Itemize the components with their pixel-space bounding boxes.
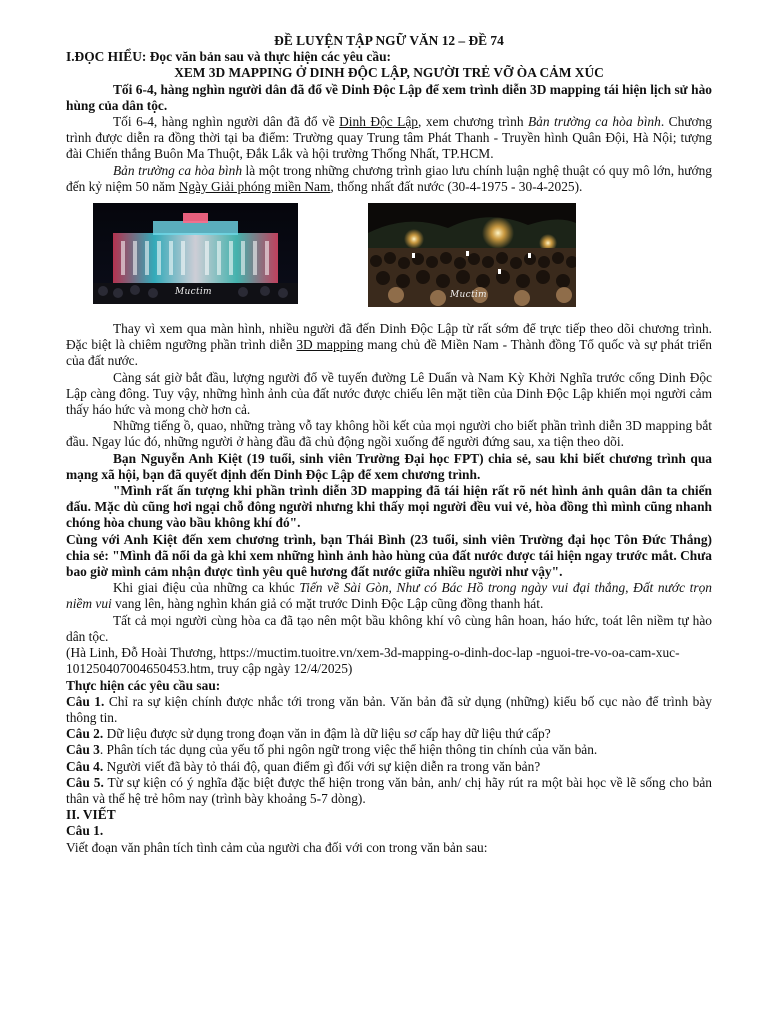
link-dinh-doc-lap[interactable]: Dinh Độc Lập — [339, 114, 418, 130]
question-2 — [66, 726, 712, 742]
question-5 — [66, 775, 712, 807]
question-3-label: Câu 3 — [66, 742, 100, 758]
article-images — [66, 203, 712, 311]
question-5-label: Câu 5. — [66, 774, 104, 790]
photo-3d-mapping-palace — [93, 203, 298, 304]
question-4-text: Người viết đã bày tỏ thái độ, quan điểm gì đối với sự kiện diễn ra trong văn bản? — [103, 758, 541, 774]
question-4 — [66, 759, 712, 775]
article-paragraph-7: "Mình rất ấn tượng khi phần trình diễn 3D mapping đã tái hiện rất rõ nét hình ảnh quân dân ta chiến đấu. Mặc dù cũng hơi ngại chỗ đông người nhưng khi thấy mọi người đều vui vẻ, hòa đồng thì mình cũng nhanh chóng hòa chung vào bầu không khí đó". — [66, 483, 712, 531]
article-title: XEM 3D MAPPING Ở DINH ĐỘC LẬP, NGƯỜI TRẺ VỠ ÒA CẢM XÚC — [174, 65, 604, 81]
section1-label: I.ĐỌC HIỂU: — [66, 49, 147, 65]
p9-song-names: Tiến về Sài Gòn, Như có Bác Hồ trong ngày vui đại thắng — [299, 580, 626, 596]
article-paragraph-10: Tất cả mọi người cùng hòa ca đã tạo nên một bầu không khí vô cùng hân hoan, háo hức, toát lên niềm tự hào dân tộc. — [66, 612, 712, 644]
p2-text-a: là một trong những chương trình giao lưu chính luận nghệ thuật có quy mô lớn, hướng đến kỷ niệm 50 năm — [66, 162, 712, 194]
article-paragraph-4: Càng sát giờ bắt đầu, lượng người đổ về tuyến đường Lê Duẩn và Nam Kỳ Khởi Nghĩa trước cổng Dinh Độc Lập càng đông. Tuy vậy, những hình ảnh của đất nước được chiếu lên mặt tiền của Dinh Độc Lập khiến mọi người cảm thấy háo hức và mong chờ hơn cả. — [66, 369, 712, 418]
question-1 — [66, 694, 712, 726]
p1-text-c: . Chương trình được diễn ra đồng thời tại ba điểm: Trường quay Trung tâm Phát Thanh - Truyền hình Quân Đội, Hà Nội; tượng đài Chiến thắng Buôn Ma Thuột, Đắk Lắk và hội trường Thống Nhất, TP.HCM. — [66, 114, 712, 162]
p9-text-b: , — [625, 580, 634, 596]
article-paragraph-6: Bạn Nguyễn Anh Kiệt (19 tuổi, sinh viên Trường Đại học FPT) chia sẻ, sau khi biết chương trình qua mạng xã hội, bạn đã quyết định đến Dinh Độc Lập để xem chương trình. — [66, 450, 712, 482]
p2-program-name: Bản trường ca hòa bình — [113, 162, 243, 178]
question-5-text: Từ sự kiện có ý nghĩa đặc biệt được thể hiện trong văn bản, anh/ chị hãy rút ra một bài học về lẽ sống cho bản thân và thế hệ trẻ hôm nay (trình bày khoảng 5-7 dòng). — [66, 774, 712, 806]
question-3 — [66, 742, 712, 758]
article-paragraph-5: Những tiếng ồ, quao, những tràng vỗ tay không hồi kết của mọi người cho biết phần trình diễn 3D mapping bắt đầu. Ngay lúc đó, những người ở hàng đầu đã chủ động ngồi xuống để người đứng sau, xa tiện theo dõi. — [66, 418, 712, 450]
writing-question-1-text: Viết đoạn văn phân tích tình cảm của người cha đối với con trong văn bản sau: — [66, 839, 488, 855]
article-paragraph-9 — [66, 580, 712, 612]
p1-text-b: , xem chương trình — [418, 114, 528, 130]
p2-text-b: , thống nhất đất nước (30-4-1975 - 30-4-2025). — [330, 178, 583, 194]
p1-program-name: Bản trường ca hòa bình — [528, 114, 661, 130]
question-3-text: . Phân tích tác dụng của yếu tố phi ngôn ngữ trong việc thể hiện thông tin chính của văn bản. — [99, 742, 598, 758]
section1-instruction: Đọc văn bản sau và thực hiện các yêu cầu: — [146, 49, 391, 65]
writing-question-1-label: Câu 1. — [66, 823, 104, 839]
question-4-label: Câu 4. — [66, 758, 104, 774]
article-lead: Tối 6-4, hàng nghìn người dân đã đổ về Dinh Độc Lập để xem trình diễn 3D mapping tái hiện lịch sử hào hùng của dân tộc. — [66, 81, 712, 113]
link-ngay-giai-phong[interactable]: Ngày Giải phóng miền Nam — [178, 178, 331, 194]
link-3d-mapping[interactable]: 3D mapping — [296, 337, 364, 353]
p9-text-a: Khi giai điệu của những ca khúc — [113, 580, 300, 596]
question-1-text: Chỉ ra sự kiện chính được nhắc tới trong văn bản. Văn bản đã sử dụng (những) kiểu bố cục nào để trình bày thông tin. — [66, 693, 712, 725]
photo-watermark: Muctim — [450, 289, 487, 300]
p1-text-a: Tối 6-4, hàng nghìn người dân đã đổ về — [113, 114, 340, 130]
question-1-label: Câu 1. — [66, 693, 105, 709]
photo-watermark: Muctim — [175, 286, 212, 297]
p3-text-b: mang chủ đề Miền Nam - Thành đồng Tổ quốc và sự phát triển của đất nước. — [66, 337, 713, 369]
article-source: (Hà Linh, Đỗ Hoài Thương, https://muctim.tuoitre.vn/xem-3d-mapping-o-dinh-doc-lap -nguoi-tre-vo-oa-cam-xuc-101250407004650453.htm, truy cập ngày 12/4/2025) — [66, 645, 680, 677]
question-2-label: Câu 2. — [66, 726, 104, 742]
article-paragraph-2 — [66, 163, 712, 195]
p3-text-a: Thay vì xem qua màn hình, nhiều người đã đến Dinh Độc Lập từ rất sớm để trực tiếp theo dõi chương trình. Đặc biệt là chiêm ngưỡng phần trình diễn — [66, 321, 712, 353]
questions-heading: Thực hiện các yêu cầu sau: — [66, 677, 221, 693]
section1-heading — [66, 49, 712, 65]
section2-heading: II. VIẾT — [66, 807, 116, 823]
article-paragraph-8: Cùng với Anh Kiệt đến xem chương trình, bạn Thái Bình (23 tuổi, sinh viên Trường đại học Tôn Đức Thắng) chia sẻ: "Mình đã nổi da gà khi xem những hình ảnh hào hùng của đất nước được tái hiện ngay trước mắt. Chưa bao giờ mình cảm nhận được tình yêu quê hương đất nước giữa nhiều người như vậy". — [66, 531, 712, 580]
article-paragraph-1 — [66, 114, 712, 163]
photo-crowd — [368, 203, 576, 307]
p9-text-c: vang lên, hàng nghìn khán giả có mặt trước Dinh Độc Lập cũng đồng thanh hát. — [111, 596, 544, 612]
article-paragraph-3 — [66, 321, 712, 370]
exam-title: ĐỀ LUYỆN TẬP NGỮ VĂN 12 – ĐỀ 74 — [274, 33, 504, 48]
question-2-text: Dữ liệu được sử dụng trong đoạn văn in đậm là dữ liệu sơ cấp hay dữ liệu thứ cấp? — [103, 726, 551, 742]
p9-song-name-2: Đất nước trọn niềm vui — [66, 580, 712, 612]
